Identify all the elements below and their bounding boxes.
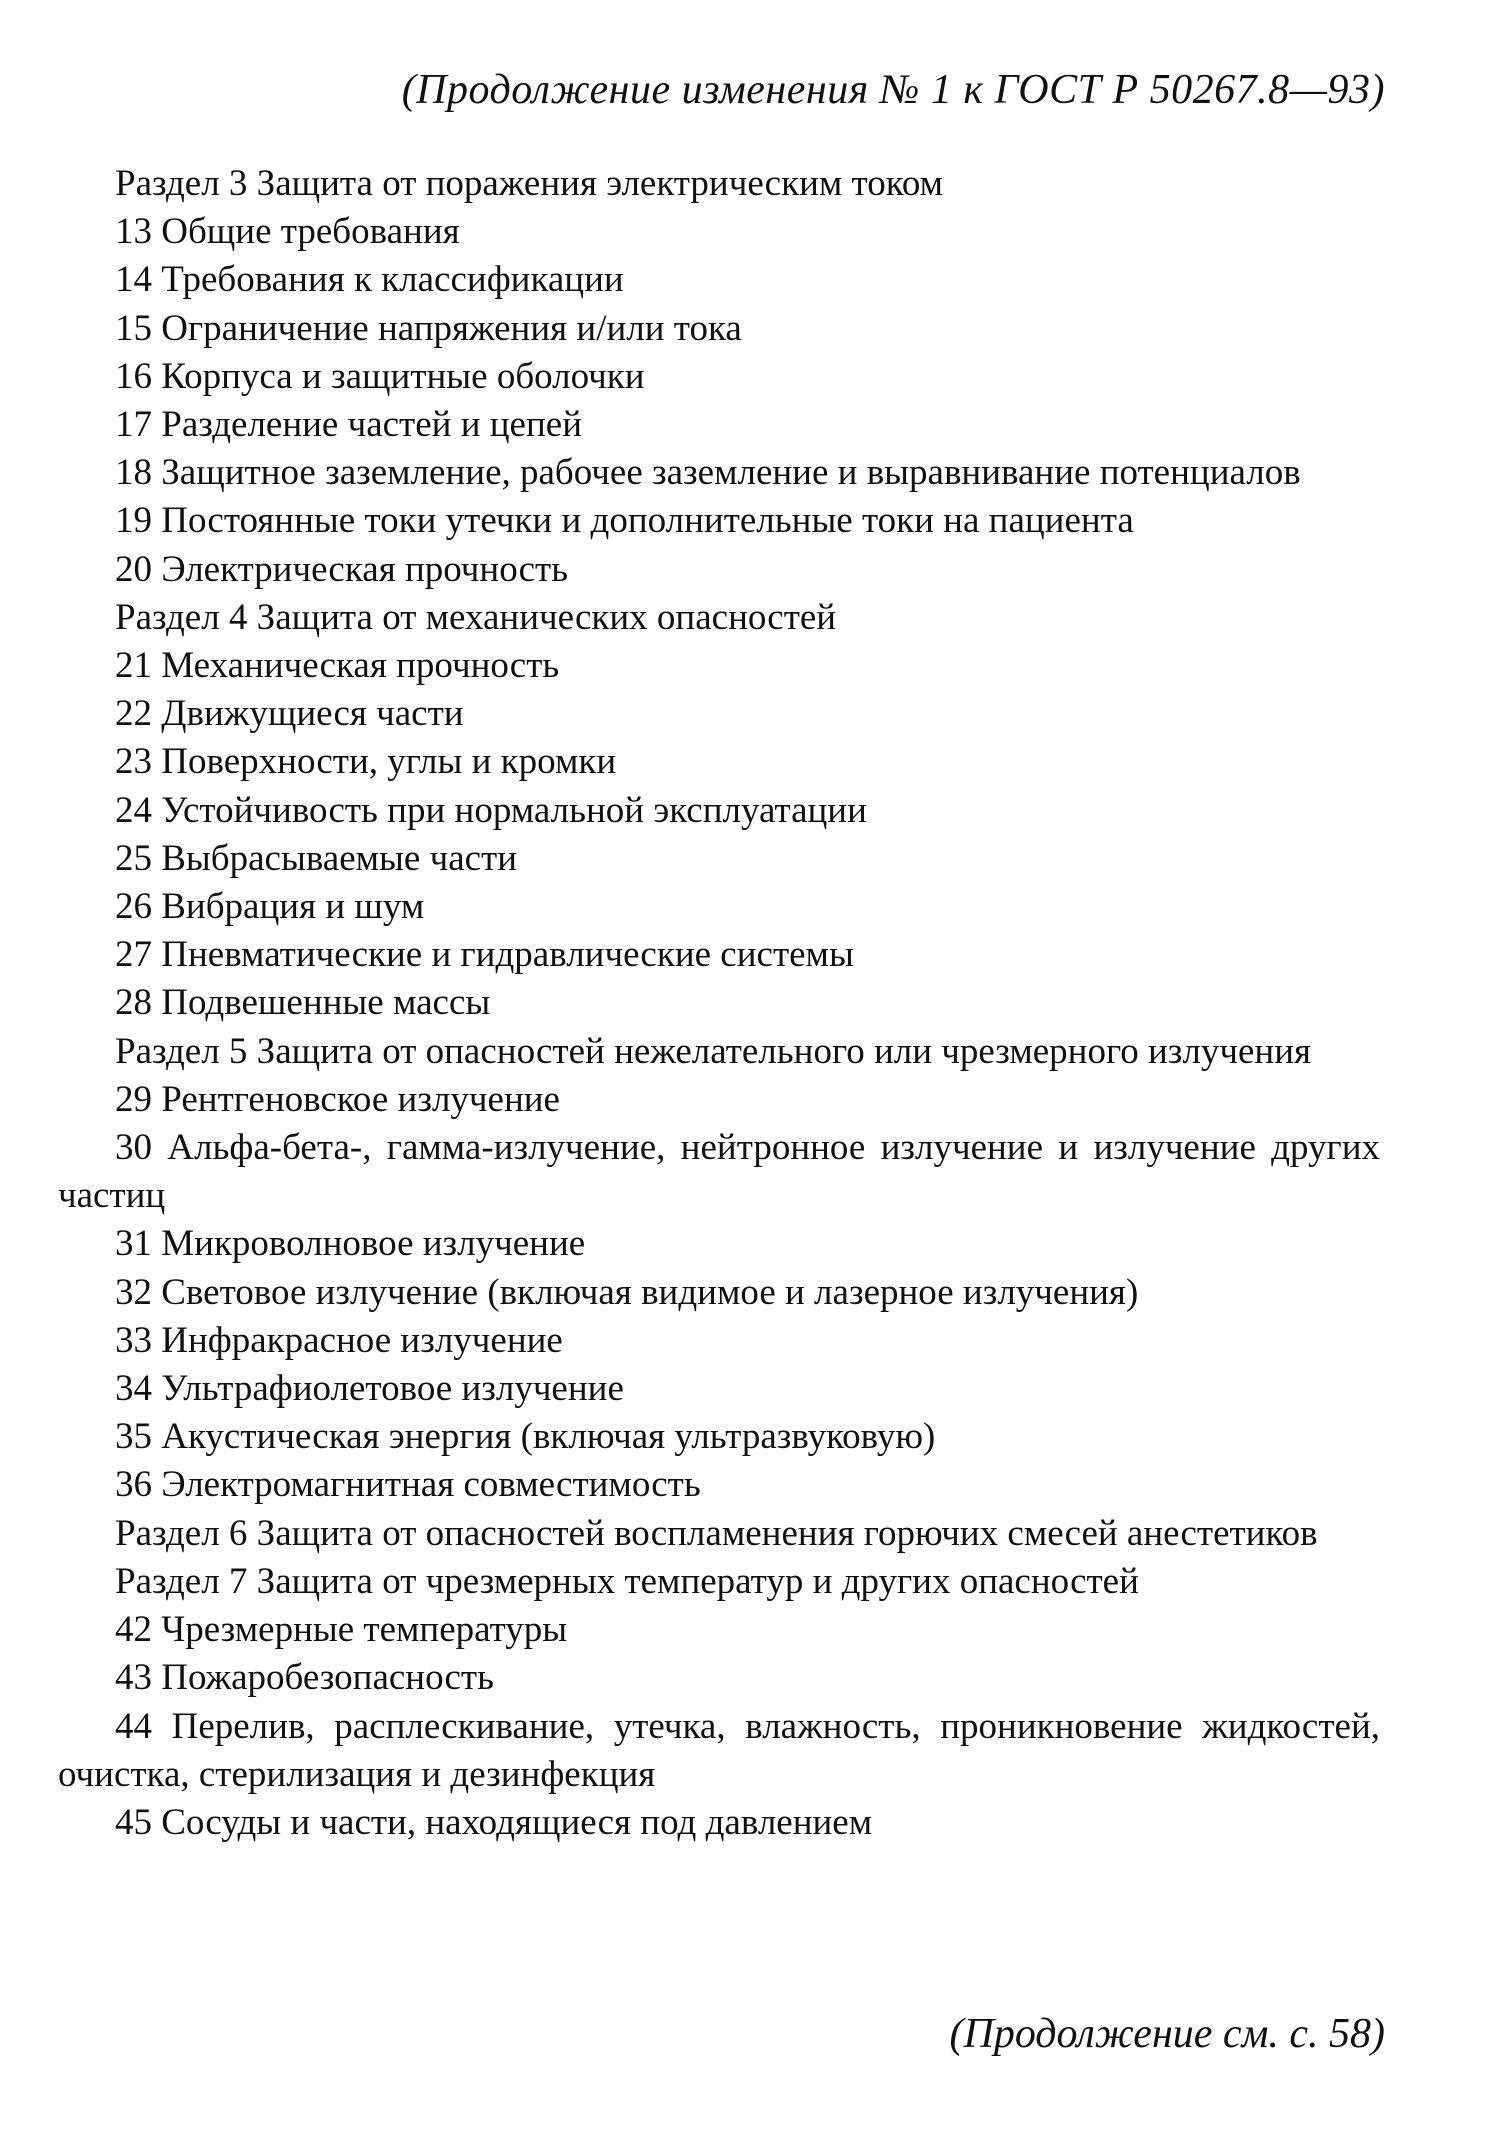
- list-item: 43 Пожаробезопасность: [115, 1657, 494, 1699]
- list-item: 34 Ультрафиолетовое излучение: [115, 1368, 624, 1410]
- page-header-continuation-note: (Продолжение изменения № 1 к ГОСТ Р 50267.8—93): [401, 67, 1385, 113]
- list-item: 18 Защитное заземление, рабочее заземление и выравнивание потенциалов: [115, 452, 1301, 494]
- list-item: 14 Требования к классификации: [115, 259, 624, 301]
- list-item: 30 Альфа-бета-, гамма-излучение, нейтронное излучение и излучение других частиц: [58, 1127, 1380, 1217]
- section-heading: Раздел 6 Защита от опасностей воспламенения горючих смесей анестетиков: [115, 1512, 1318, 1554]
- list-item: 42 Чрезмерные температуры: [115, 1609, 568, 1651]
- section-heading: Раздел 4 Защита от механических опасностей: [115, 596, 837, 638]
- list-item: 26 Вибрация и шум: [115, 886, 425, 928]
- list-item: 23 Поверхности, углы и кромки: [115, 741, 617, 783]
- list-item: 28 Подвешенные массы: [115, 982, 491, 1024]
- list-item: 31 Микроволновое излучение: [115, 1223, 586, 1265]
- list-item: 22 Движущиеся части: [115, 693, 464, 735]
- list-item: 33 Инфракрасное излучение: [115, 1319, 563, 1361]
- list-item: 45 Сосуды и части, находящиеся под давлением: [115, 1801, 873, 1843]
- list-item: 44 Перелив, расплескивание, утечка, влажность, проникновение жидкостей, очистка, стерилизация и дезинфекция: [58, 1705, 1380, 1795]
- list-item: 15 Ограничение напряжения и/или тока: [115, 307, 742, 349]
- section-heading: Раздел 7 Защита от чрезмерных температур и других опасностей: [115, 1560, 1139, 1602]
- section-list: [58, 160, 1380, 1847]
- list-item: 27 Пневматические и гидравлические системы: [115, 934, 854, 976]
- list-item: 17 Разделение частей и цепей: [115, 404, 582, 446]
- page-footer-continuation-note: (Продолжение см. с. 58): [949, 2011, 1385, 2057]
- list-item: 19 Постоянные токи утечки и дополнительные токи на пациента: [115, 500, 1134, 542]
- list-item: 25 Выбрасываемые части: [115, 837, 518, 879]
- list-item: 24 Устойчивость при нормальной эксплуатации: [115, 789, 867, 831]
- list-item: 29 Рентгеновское излучение: [115, 1078, 560, 1120]
- list-item: 21 Механическая прочность: [115, 645, 560, 687]
- list-item: 13 Общие требования: [115, 211, 460, 253]
- list-item: 36 Электромагнитная совместимость: [115, 1464, 701, 1506]
- list-item: 32 Световое излучение (включая видимое и лазерное излучения): [115, 1271, 1139, 1313]
- section-heading: Раздел 5 Защита от опасностей нежелательного или чрезмерного излучения: [115, 1030, 1312, 1072]
- section-heading: Раздел 3 Защита от поражения электрическим током: [115, 163, 944, 204]
- list-item: 20 Электрическая прочность: [115, 548, 569, 590]
- list-item: 35 Акустическая энергия (включая ультразвуковую): [115, 1416, 936, 1458]
- list-item: 16 Корпуса и защитные оболочки: [115, 355, 645, 397]
